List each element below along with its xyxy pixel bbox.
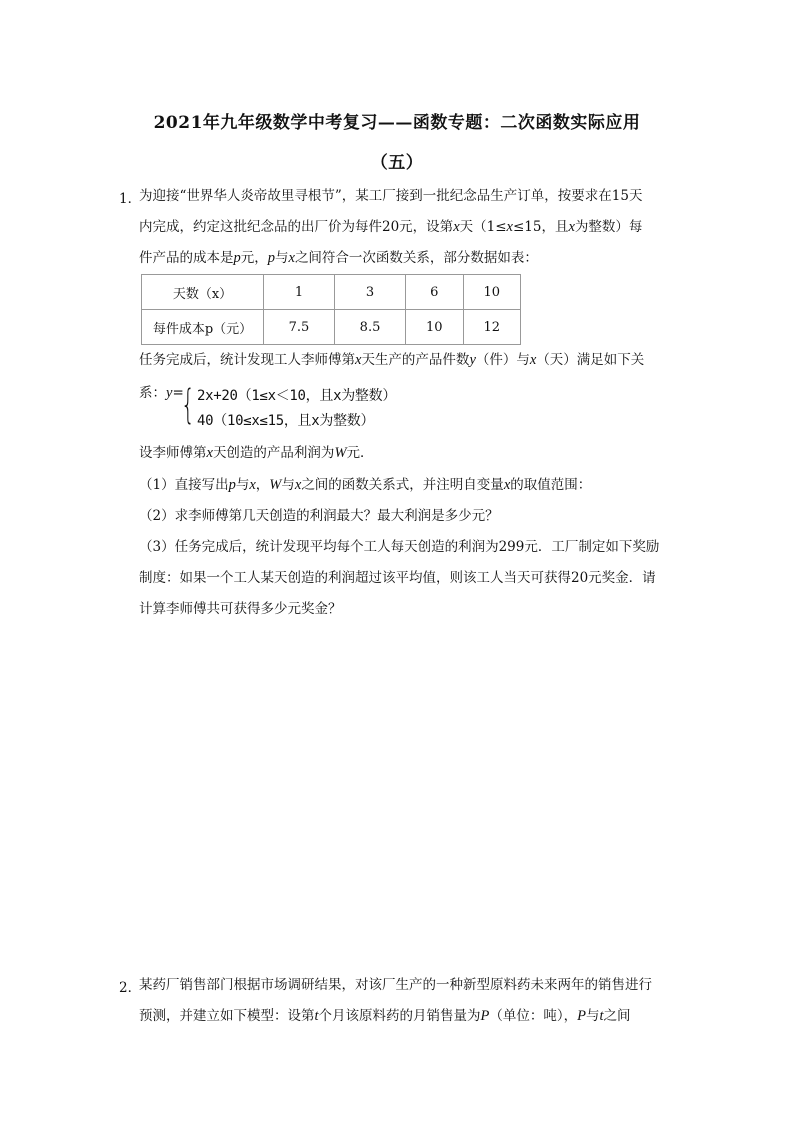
q1-line-5: 系：y= [139, 385, 184, 401]
table-cell: 每件成本p（元） [142, 310, 264, 345]
q1-part-3-line-3: 计算李师傅共可获得多少元奖金？ [139, 601, 342, 617]
table-header-cell: 1 [264, 275, 335, 310]
q1-part-2: （2）求李师傅第几天创造的利润最大？最大利润是多少元？ [139, 508, 499, 524]
q1-part-3-line-1: （3）任务完成后，统计发现平均每个工人每天创造的利润为299元．工厂制定如下奖励 [139, 539, 660, 555]
question-2-number: 2． [119, 980, 142, 996]
table-row [142, 310, 521, 345]
q1-line-4: 任务完成后，统计发现工人李师傅第x天生产的产品件数y（件）与x（天）满足如下关 [139, 352, 645, 368]
q1-line-1: 为迎接“世界华人炎帝故里寻根节”，某工厂接到一批纪念品生产订单，按要求在15天 [139, 188, 643, 204]
piecewise-brace: { [181, 382, 195, 428]
table-header-cell: 6 [406, 275, 463, 310]
q1-line-2: 内完成，约定这批纪念品的出厂价为每件20元，设第x天（1≤x≤15，且x为整数）每 [139, 219, 643, 235]
piecewise-case-2: 40（10≤x≤15，且x为整数） [197, 413, 375, 429]
q1-part-1: （1）直接写出p与x，W与x之间的函数关系式，并注明自变量x的取值范围： [139, 477, 592, 493]
table-cell: 12 [463, 310, 521, 345]
q1-line-6: 设李师傅第x天创造的产品利润为W元． [139, 445, 374, 461]
table-row [142, 275, 521, 310]
table-cell: 10 [406, 310, 463, 345]
table-cell: 7.5 [264, 310, 335, 345]
q1-part-3-line-2: 制度：如果一个工人某天创造的利润超过该平均值，则该工人当天可获得20元奖金．请 [139, 570, 656, 586]
table-cell: 8.5 [335, 310, 406, 345]
piecewise-case-1: 2x+20（1≤x＜10，且x为整数） [197, 388, 397, 404]
table-header-cell: 3 [335, 275, 406, 310]
q2-line-2: 预测，并建立如下模型：设第t个月该原料药的月销售量为P（单位：吨），P与t之间 [139, 1008, 631, 1024]
page-title: 2021年九年级数学中考复习——函数专题：二次函数实际应用 [153, 113, 641, 133]
q1-line-3: 件产品的成本是p元，p与x之间符合一次函数关系，部分数据如表： [139, 250, 538, 266]
cost-table [141, 274, 521, 345]
table-header-cell: 10 [463, 275, 521, 310]
table-header-cell: 天数（x） [142, 275, 264, 310]
question-1-number: 1． [119, 191, 142, 207]
q2-line-1: 某药厂销售部门根据市场调研结果，对该厂生产的一种新型原料药未来两年的销售进行 [139, 977, 652, 993]
page-subtitle: （五） [370, 153, 424, 173]
